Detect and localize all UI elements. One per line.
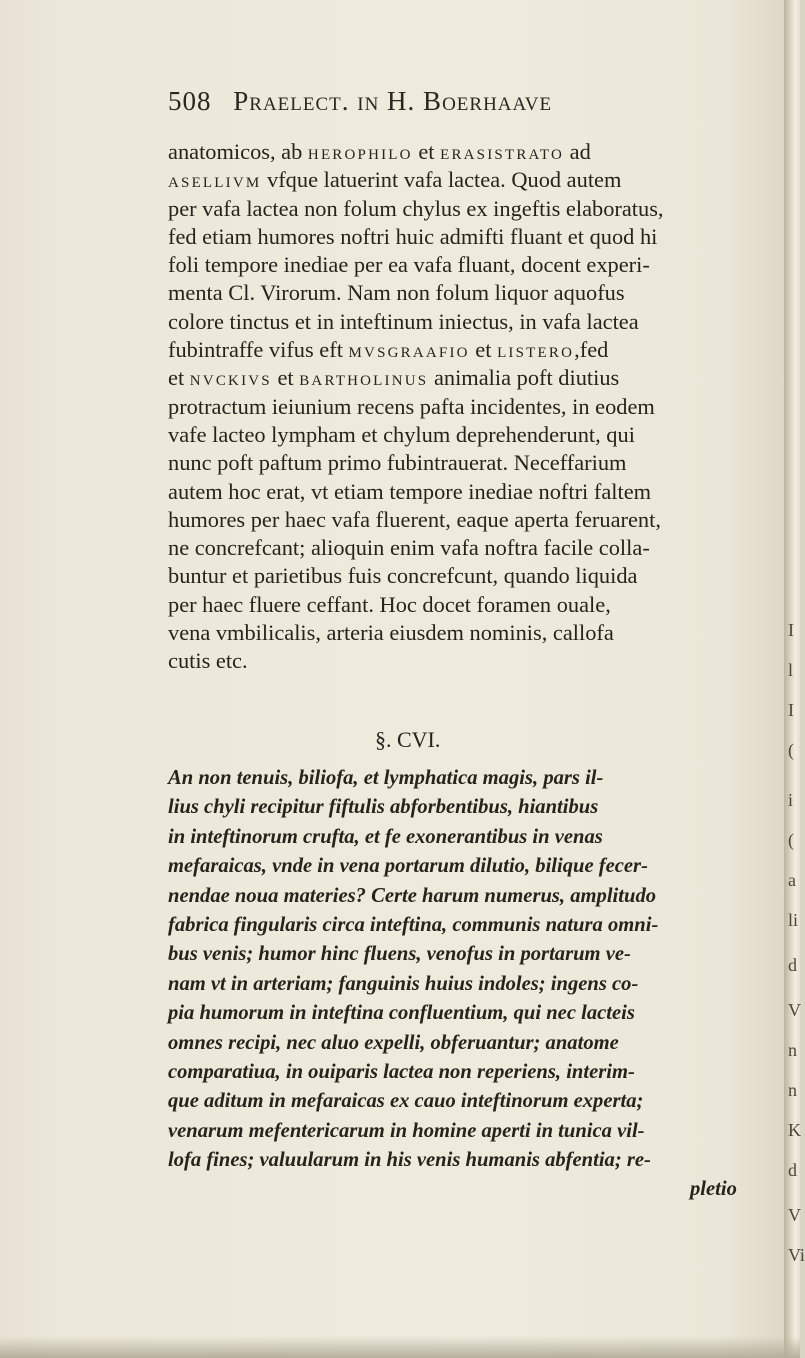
italic-line: lofa fines; valuularum in his venis humanis abfentia; re- bbox=[168, 1149, 651, 1172]
italic-line: nam vt in arteriam; fanguinis huius indoles; ingens co- bbox=[168, 972, 639, 995]
italic-line: que aditum in mefaraicas ex cauo inteftinorum experta; bbox=[168, 1090, 644, 1113]
text-run: per haec fluere ceffant. Hoc docet foramen ouale, bbox=[168, 591, 611, 617]
body-line bbox=[168, 223, 768, 251]
edge-fragment: i bbox=[788, 790, 794, 810]
text-run: et bbox=[469, 337, 498, 363]
body-line bbox=[168, 393, 768, 421]
running-title: Praelect. in H. Boerhaave bbox=[233, 86, 553, 116]
text-run: vena vmbilicalis, arteria eiusdem nominis, callofa bbox=[168, 620, 614, 646]
proper-name: ASELLIVM bbox=[168, 175, 262, 192]
edge-fragment: Vi bbox=[788, 1245, 805, 1265]
text-run: humores per haec vafa fluerent, eaque aperta feruarent, bbox=[168, 506, 661, 532]
italic-aphorism bbox=[168, 764, 768, 1205]
text-run: cutis etc. bbox=[168, 648, 248, 674]
text-run: ,fed bbox=[574, 337, 609, 363]
text-run: protractum ieiunium recens pafta incidentes, in eodem bbox=[168, 393, 655, 419]
edge-fragment: n bbox=[788, 1040, 797, 1060]
edge-fragment: d bbox=[788, 1160, 797, 1180]
page-bottom-shadow bbox=[0, 1336, 800, 1358]
edge-fragment: ( bbox=[788, 740, 794, 760]
body-line bbox=[168, 562, 768, 590]
text-run: vfque latuerint vafa lactea. Quod autem bbox=[261, 167, 622, 193]
proper-name: NVCKIVS bbox=[189, 373, 272, 390]
italic-line: mefaraicas, vnde in vena portarum dilutio, bilique fecer- bbox=[168, 855, 648, 878]
proper-name: LISTERO bbox=[497, 345, 575, 362]
edge-fragment: I bbox=[788, 620, 794, 640]
body-line bbox=[168, 449, 768, 477]
italic-line: omnes recipi, nec aluo expelli, obferuantur; anatome bbox=[168, 1031, 619, 1054]
text-run: vafe lacteo lympham et chylum deprehenderunt, qui bbox=[168, 421, 635, 447]
edge-fragment: l bbox=[788, 660, 794, 680]
italic-line: pletio bbox=[690, 1178, 737, 1201]
section-heading: §. CVI. bbox=[375, 727, 441, 752]
italic-line: comparatiua, in ouiparis lactea non reperiens, interim- bbox=[168, 1060, 635, 1083]
text-run: menta Cl. Virorum. Nam non folum liquor aquofus bbox=[168, 280, 625, 306]
italic-line: pia humorum in inteftina confluentium, qui nec lacteis bbox=[168, 1002, 635, 1025]
text-run: ad bbox=[564, 139, 591, 164]
edge-fragment: I bbox=[788, 700, 794, 720]
italic-line: bus venis; humor hinc fluens, venofus in portarum ve- bbox=[168, 943, 631, 966]
text-run: et bbox=[412, 139, 441, 164]
text-run: fed etiam humores noftri huic admifti fluant et quod hi bbox=[168, 223, 658, 249]
edge-fragment: V bbox=[788, 1205, 801, 1225]
italic-line: in inteftinorum crufta, et fe exonerantibus in venas bbox=[168, 825, 603, 848]
text-run: et bbox=[168, 365, 190, 391]
italic-line: An non tenuis, biliofa, et lymphatica magis, pars il- bbox=[168, 767, 604, 789]
edge-fragment: li bbox=[788, 910, 799, 930]
body-line bbox=[168, 336, 768, 364]
body-line bbox=[168, 619, 768, 647]
edge-fragment: n bbox=[788, 1080, 797, 1100]
page-number: 508 bbox=[168, 86, 212, 116]
text-run: anatomicos, ab bbox=[168, 139, 308, 164]
edge-fragment: d bbox=[788, 955, 797, 975]
body-line bbox=[168, 138, 768, 166]
body-line bbox=[168, 195, 768, 223]
edge-fragment: ( bbox=[788, 830, 794, 850]
text-run: per vafa lactea non folum chylus ex ingeftis elaboratus, bbox=[168, 195, 664, 221]
text-run: autem hoc erat, vt etiam tempore inediae noftri faltem bbox=[168, 478, 652, 504]
text-run: et bbox=[271, 365, 300, 391]
edge-fragment: K bbox=[788, 1120, 801, 1140]
body-line bbox=[168, 591, 768, 619]
body-line bbox=[168, 647, 768, 675]
adjacent-page-edge bbox=[784, 0, 805, 1358]
body-text bbox=[168, 138, 768, 676]
italic-line: fabrica fingularis circa inteftina, communis natura omni- bbox=[168, 913, 659, 936]
italic-line: lius chyli recipitur fiftulis abforbentibus, hiantibus bbox=[168, 796, 599, 819]
body-line bbox=[168, 279, 768, 307]
body-line bbox=[168, 534, 768, 562]
proper-name: MVSGRAAFIO bbox=[348, 345, 470, 362]
text-run: nunc poft paftum primo fubintrauerat. Neceffarium bbox=[168, 450, 627, 476]
body-line bbox=[168, 421, 768, 449]
text-run: ne concrefcant; alioquin enim vafa noftra facile colla- bbox=[168, 535, 650, 561]
text-run: foli tempore inediae per ea vafa fluant, docent experi- bbox=[168, 252, 650, 278]
edge-fragment: a bbox=[788, 870, 796, 890]
proper-name: BARTHOLINUS bbox=[299, 373, 429, 390]
body-line bbox=[168, 506, 768, 534]
text-run: fubintraffe vifus eft bbox=[168, 337, 349, 363]
text-run: buntur et parietibus fuis concrefcunt, quando liquida bbox=[168, 563, 638, 589]
proper-name: HEROPHILO bbox=[307, 147, 413, 163]
text-run: colore tinctus et in inteftinum iniectus, in vafa lactea bbox=[168, 308, 639, 334]
proper-name: ERASISTRATO bbox=[440, 147, 565, 163]
italic-line: venarum mefentericarum in homine aperti in tunica vil- bbox=[168, 1119, 645, 1142]
running-header bbox=[168, 86, 768, 117]
text-run: animalia poft diutius bbox=[428, 365, 620, 391]
edge-fragment: V bbox=[788, 1000, 801, 1020]
body-line bbox=[168, 166, 768, 194]
body-line bbox=[168, 478, 768, 506]
body-line bbox=[168, 364, 768, 392]
italic-line: nendae noua materies? Certe harum numerus, amplitudo bbox=[168, 884, 657, 907]
body-line bbox=[168, 308, 768, 336]
body-line bbox=[168, 251, 768, 279]
